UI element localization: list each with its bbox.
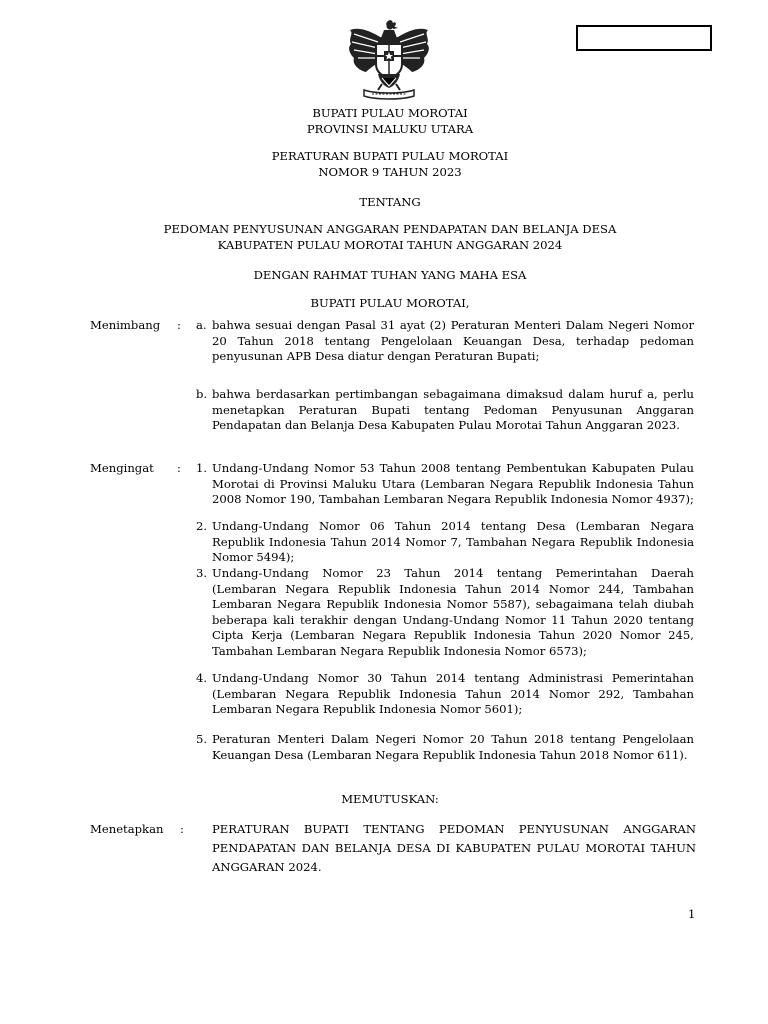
menimbang-item-a-marker: a. — [196, 318, 207, 332]
menimbang-item-b-text: bahwa berdasarkan pertimbangan sebagaimana dimaksud dalam huruf a, perlu menetapkan Peraturan Bupati tentang Pedoman Penyusunan Anggaran Pendapatan dan Belanja Desa Kabupaten Pulau Morotai Tahun Anggaran 2023. — [212, 387, 694, 433]
mengingat-item-3-marker: 3. — [196, 566, 208, 580]
mengingat-item-4-marker: 4. — [196, 671, 208, 685]
province-title: PROVINSI MALUKU UTARA — [306, 122, 474, 136]
page-number: 1 — [688, 907, 696, 921]
menimbang-item-a-text: bahwa sesuai dengan Pasal 31 ayat (2) Peraturan Menteri Dalam Negeri Nomor 20 Tahun 2018 tentang Pengelolaan Keuangan Desa, terhadap pedoman penyusunan APB Desa diatur dengan Peraturan Bupati; — [212, 318, 694, 364]
menimbang-label: Menimbang — [90, 318, 161, 332]
about-heading: TENTANG — [359, 195, 421, 209]
mengingat-item-4-text: Undang-Undang Nomor 30 Tahun 2014 tentang Administrasi Pemerintahan (Lembaran Negara Republik Indonesia Tahun 2014 Nomor 292, Tambahan Lembaran Negara Republik Indonesia Nomor 5601); — [212, 671, 694, 717]
decision-heading: MEMUTUSKAN: — [341, 792, 439, 806]
regulation-number: NOMOR 9 TAHUN 2023 — [318, 165, 462, 179]
stamp-box — [576, 25, 712, 51]
menimbang-colon: : — [177, 318, 181, 332]
subject-line-2: KABUPATEN PULAU MOROTAI TAHUN ANGGARAN 2024 — [217, 238, 563, 252]
mengingat-item-3-text: Undang-Undang Nomor 23 Tahun 2014 tentang Pemerintahan Daerah (Lembaran Negara Republik Indonesia Tahun 2014 Nomor 244, Tambahan Lembaran Negara Republik Indonesia Nomor 5587), sebagaimana telah diubah beberapa kali terakhir dengan Undang-Undang Nomor 11 Tahun 2020 tentang Cipta Kerja (Lembaran Negara Republik Indonesia Tahun 2020 Nomor 245, Tambahan Lembaran Negara Republik Indonesia Nomor 6573); — [212, 566, 694, 658]
grace-statement: DENGAN RAHMAT TUHAN YANG MAHA ESA — [253, 268, 527, 282]
mengingat-item-2-marker: 2. — [196, 519, 208, 533]
menetapkan-label: Menetapkan — [90, 822, 164, 836]
mengingat-item-5-text: Peraturan Menteri Dalam Negeri Nomor 20 Tahun 2018 tentang Pengelolaan Keuangan Desa (Lembaran Negara Republik Indonesia Tahun 2018 Nomor 611). — [212, 732, 694, 762]
mengingat-item-1-marker: 1. — [196, 461, 208, 475]
regulation-title: PERATURAN BUPATI PULAU MOROTAI — [271, 149, 509, 163]
mengingat-label: Mengingat — [90, 461, 154, 475]
subject-line-1: PEDOMAN PENYUSUNAN ANGGARAN PENDAPATAN DAN BELANJA DESA — [163, 222, 617, 236]
regent-title: BUPATI PULAU MOROTAI — [312, 106, 468, 120]
mengingat-item-2-text: Undang-Undang Nomor 06 Tahun 2014 tentang Desa (Lembaran Negara Republik Indonesia Tahun 2014 Nomor 7, Tambahan Negara Republik Indonesia Nomor 5494); — [212, 519, 694, 565]
mengingat-colon: : — [177, 461, 181, 475]
mengingat-item-5-marker: 5. — [196, 732, 208, 746]
menetapkan-text: PERATURAN BUPATI TENTANG PEDOMAN PENYUSUNAN ANGGARAN PENDAPATAN DAN BELANJA DESA DI KABUPATEN PULAU MOROTAI TAHUN ANGGARAN 2024. — [212, 822, 696, 874]
official-name: BUPATI PULAU MOROTAI, — [310, 296, 470, 310]
mengingat-item-1-text: Undang-Undang Nomor 53 Tahun 2008 tentang Pembentukan Kabupaten Pulau Morotai di Provinsi Maluku Utara (Lembaran Negara Republik Indonesia Tahun 2008 Nomor 190, Tambahan Lembaran Negara Republik Indonesia Nomor 4937); — [212, 461, 694, 507]
menetapkan-colon: : — [180, 822, 184, 836]
menimbang-item-b-marker: b. — [196, 387, 208, 401]
garuda-emblem-icon — [342, 18, 436, 102]
